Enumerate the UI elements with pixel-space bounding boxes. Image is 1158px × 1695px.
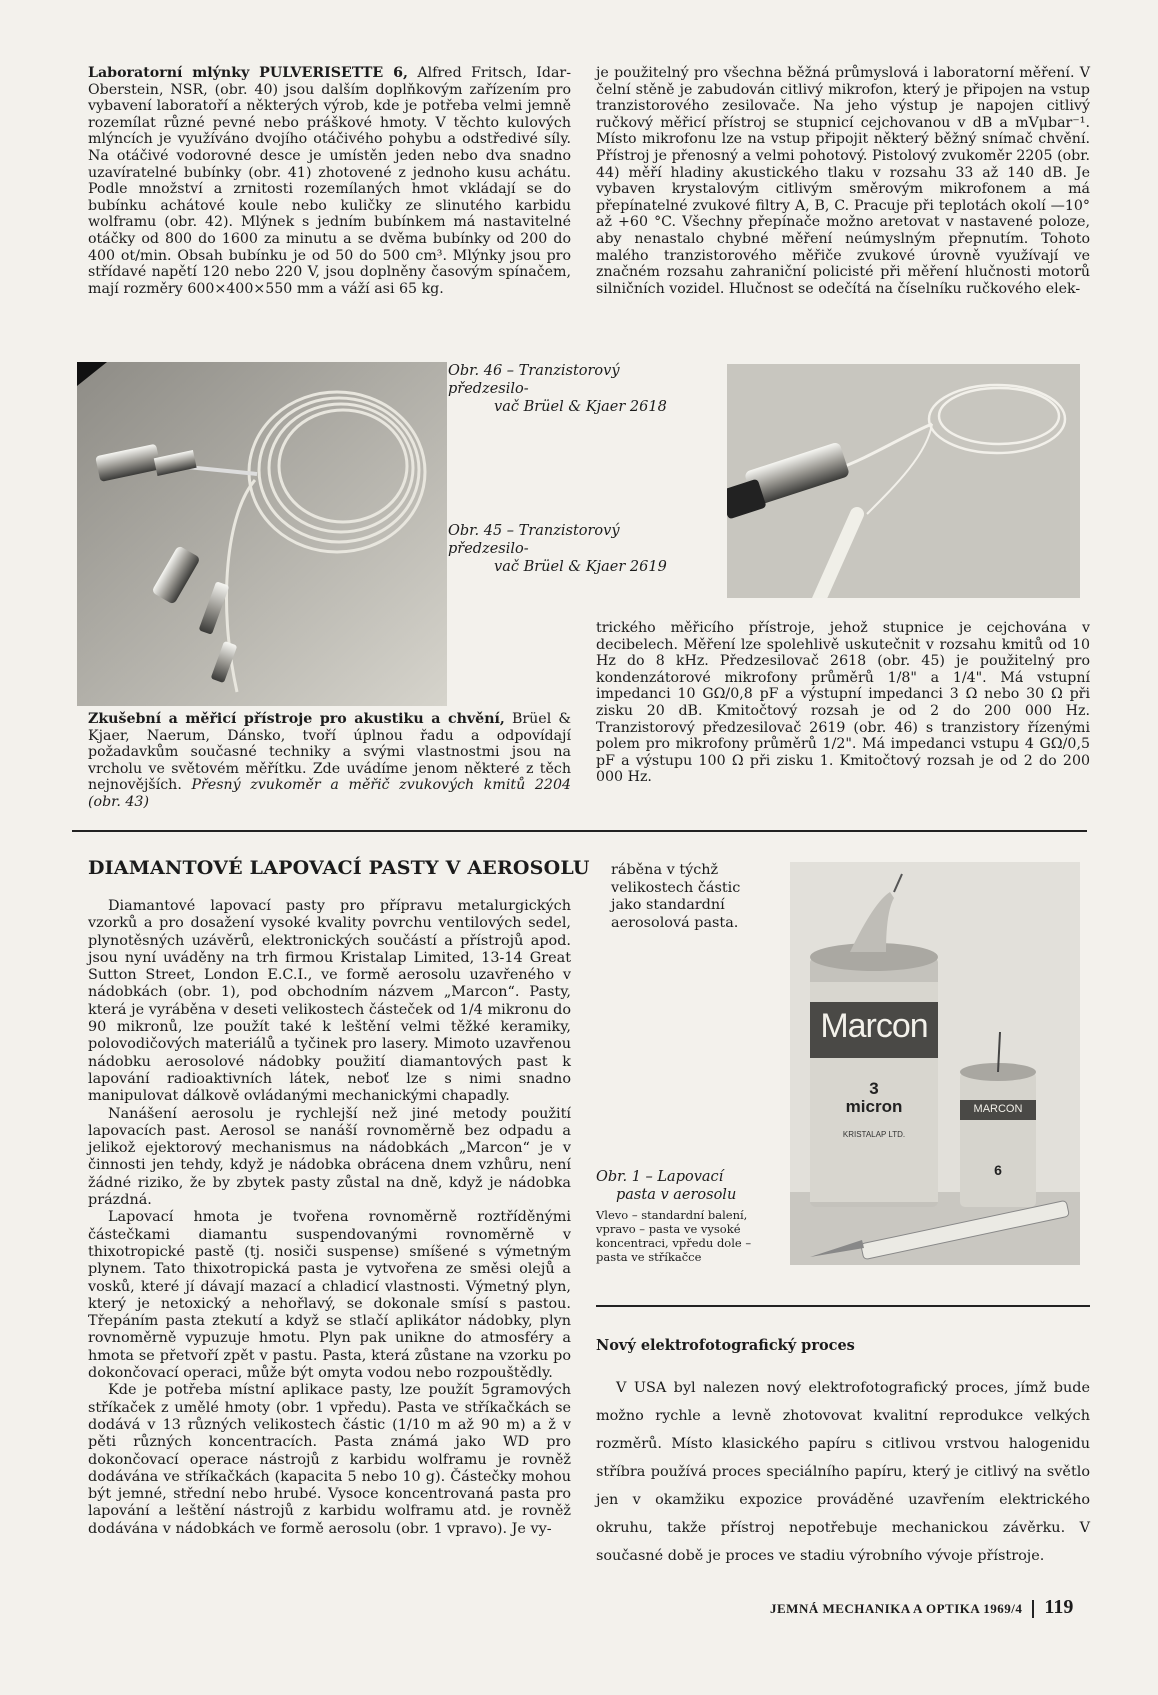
photo-preamplifier-2619 [77,362,447,706]
article-paragraph-2: Nanášení aerosolu je rychlejší než jiné metody použití lapovacích past. Aerosol se nanáší rovnoměrně bez odpadu a jelikož ejektorový mechanismus na nádobkách „Marcon“ je v činnosti jen tehdy, když je nádobka obrácena dnem vzhůru, není žádné riziko, že by zbytek pasty zůstal na dně, když je nádobka prázdná. [88,1105,571,1209]
photo-marcon-aerosol [790,862,1080,1265]
caption-fig1-detail: Vlevo – standardní balení, vpravo – pasta ve vysoké koncentraci, vpředu dole – pasta ve stříkačce [596,1208,752,1264]
section-divider [72,830,1087,832]
text-column-top-right [596,65,1090,297]
lead-bold-pulverisette: Laboratorní mlýnky PULVERISETTE 6, [88,65,408,81]
marcon-big-maker: KRISTALAP LTD. [842,1130,906,1139]
paragraph-bruel-kjaer: Brüel & Kjaer, Naerum, Dánsko, tvoří úplnou řadu a odpovídají požadavkům současné techniky a svými vlastnostmi jsou na vrcholu ve světovém měřítku. Zde uvádíme jenom některé z těch nejnovějších. [88,711,571,794]
article-paragraph-3: Lapovací hmota je tvořena rovnoměrně roztříděnými částečkami diamantu suspendovanými rovnoměrně v thixotropické pastě (tj. nosiči suspense) smíšené s výmetným plynem. Tato thixotropická pasta je vytvořena ze směsi olejů a vosků, které jí dávají mazací a chladicí vlastnosti. Výmetný plyn, který je netoxický a nehořlavý, se dokonale smísí s pastou. Třepáním pasta ztekutí a když se stlačí aplikátor nádobky, plyn rovnoměrně vypuzuje hmotu. Plyn pak unikne do atmosféry a hmota se přetvoří zpět v pastu. Pasta, která zůstane na vzorku po dokončovací operaci, může být omyta vodou nebo rozpouštědly. [88,1209,571,1382]
lead-bold-bruel-kjaer: Zkušební a měřicí přístroje pro akustiku a chvění, [88,711,505,727]
caption-fig45-line2: vač Brüel & Kjaer 2619 [494,559,667,575]
article-body [88,898,571,1538]
marcon-small-number: 6 [994,1162,1002,1178]
marcon-cans-illustration [790,862,1080,1265]
paragraph-predzesilovac: trického měřicího přístroje, jehož stupnice je cejchována v decibelech. Měření lze spolehlivě uskutečnit v rozsahu kmitů od 10 Hz do 8 kHz. Předzesilovač 2618 (obr. 45) je použitelný pro kondenzátorové mikrofony průměrů 1/8" a 1/4". Má vstupní impedanci 10 GΩ/0,8 pF a výstupní impedanci 3 Ω nebo 30 Ω při zisku 20 dB. Kmitočtový rozsah je od 2 do 200 000 Hz. Tranzistorový předzesilovač 2619 (obr. 46) s tranzistory řízenými polem pro mikrofony průměrů 1/2". Má impedanci vstupu 4 GΩ/0,5 pF a výstupu 100 Ω při zisku 1. Kmitočtový rozsah je od 2 do 200 000 Hz. [596,620,1090,786]
paragraph-zvukomer: je použitelný pro všechna běžná průmyslová i laboratorní měření. V čelní stěně je zabudován citlivý mikrofon, který je připojen na vstup tranzistorového zesilovače. Na jeho výstup je napojen citlivý ručkový měřicí přístroj se stupnicí cejchovanou v dB a mVμbar⁻¹. Místo mikrofonu lze na vstup připojit některý běžný snímač chvění. Přístroj je přenosný a velmi pohotový. Pistolový zvukoměr 2205 (obr. 44) měří hladiny akustického tlaku v rozsahu 33 až 140 dB. Je vybaven krystalovým citlivým směrovým mikrofonem a má přepínatelné zvukové filtry A, B, C. Pracuje při teplotách okolí —10° až +60 °C. Všechny přepínače možno aretovat v nastavené poloze, aby nenastalo chybné měření neúmyslným přepnutím. Tohoto malého tranzistorového měřiče zvukové úrovně využívají ve značném rozsahu zahraniční policisté při měření hlučnosti motorů silničních vozidel. Hlučnost se odečítá na číselníku ručkového elek- [596,65,1090,297]
marcon-small-label: MARCON [973,1103,1023,1115]
news-paragraph: V USA byl nalezen nový elektrofotografický proces, jímž bude možno rychle a levně zhotovovat kvalitní reprodukce velkých rozměrů. Místo klasického papíru s citlivou vrstvou halogenidu stříbra používá proces speciálního papíru, který je citlivý na světlo jen v okamžiku expozice prováděné uzavřením elektrického okruhu, takže přístroj nepotřebuje mechanickou závěrku. V současné době je proces ve stadiu výrobního vývoje přístroje. [596,1380,1090,1564]
article-heading: DIAMANTOVÉ LAPOVACÍ PASTY V AEROSOLU [88,857,590,879]
news-heading: Nový elektrofotografický proces [596,1337,855,1354]
footer-separator [1032,1600,1034,1618]
caption-fig1-line2: pasta v aerosolu [616,1187,737,1203]
news-divider [596,1305,1090,1307]
caption-fig45 [448,522,698,576]
text-column-mid-left [88,711,571,811]
news-body [596,1374,1090,1570]
caption-fig46-line1: Obr. 46 – Tranzistorový předzesilo- [448,363,620,397]
paragraph-bruel-kjaer-tail: Přesný zvukoměr a měřič zvukových kmitů 2204 (obr. 43) [88,777,571,810]
article-continuation-text: ráběna v týchž velikostech částic jako standardní aerosolová pasta. [611,862,741,931]
caption-fig46-line2: vač Brüel & Kjaer 2618 [494,399,667,415]
text-column-mid-right [596,620,1090,786]
caption-fig46 [448,362,698,416]
text-column-top-left [88,65,571,297]
page-number: 119 [1044,1596,1074,1618]
article-paragraph-1: Diamantové lapovací pasty pro přípravu metalurgických vzorků a pro dosažení vysoké kvality povrchu ventilových sedel, plynotěsných uzávěrů, elektronických součástí a přístrojů apod. jsou nyní uváděny na trh firmou Kristalap Limited, 13-14 Great Sutton Street, London E.C.I., ve formě aerosolu uzavřeného v nádobkách (obr. 1), pod obchodním názvem „Marcon“. Pasty, která je vyráběna v deseti velikostech částeček od 1/4 mikronu do 90 mikronů, lze použít také k leštění velmi těžké keramiky, polovodičových materiálů a tyčinek pro lasery. Mimoto uzavřenou nádobku aerosolové nádobky použití diamantových past k lapování radioaktivních látek, neboť lze s nimi snadno manipulovat dálkově ovládanými mechanickými chapadly. [88,898,571,1105]
marcon-big-label: Marcon [820,1007,928,1045]
preamp-2618-illustration [727,364,1080,598]
marcon-big-grade: 3 micron [845,1079,903,1116]
preamp-coil-illustration [77,362,447,706]
article-paragraph-4: Kde je potřeba místní aplikace pasty, lze použít 5gramových stříkaček z umělé hmoty (obr. 1 vpředu). Pasta ve stříkačkách se dodává v 13 různých velikostech částic (1/10 m až 90 m) a ž v pěti různých koncentracích. Pasta známá jako WD pro dokončovací operace nástrojů z karbidu wolframu je rovněž dodávána ve stříkačkách (kapacita 5 nebo 10 g). Částečky mohou být jemné, střední nebo hrubé. Vysoce koncentrovaná pasta pro lapování a leštění nástrojů z karbidu wolframu atd. je rovněž dodávána v nádobkách ve formě aerosolu (obr. 1 vpravo). Je vy- [88,1382,571,1537]
caption-fig1-line1: Obr. 1 – Lapovací [596,1169,724,1185]
paragraph-pulverisette: Alfred Fritsch, Idar-Oberstein, NSR, (obr. 40) jsou dalším doplňkovým zařízením pro vybavení laboratoří a některých výrob, kde je potřeba velmi jemně rozemílat různé pevné nebo práškové hmoty. V těchto kulových mlýncích je využíváno dvojího otáčivého pohybu a odstředivé síly. Na otáčivé vodorovné desce je umístěn jeden nebo dva snadno uzavíratelné bubínky (obr. 41) zhotovené z jednoho kusu achátu. Podle množství a zrnitosti rozemílaných hmot vkládají se do bubínku achátové koule nebo kuličky ze slinutého karbidu wolframu (obr. 42). Mlýnek s jedním bubínkem má nastavitelné otáčky od 800 do 1600 za minutu a se dvěma bubínky od 200 do 400 ot/min. Obsah bubínku je od 50 do 500 cm³. Mlýnky jsou pro střídavé napětí 120 nebo 220 V, jsou doplněny časovým spínačem, mají rozměry 600×400×550 mm a váží asi 65 kg. [88,65,571,297]
page-footer [770,1596,1090,1619]
article-continuation [611,862,771,932]
caption-fig1 [596,1168,781,1264]
caption-fig45-line1: Obr. 45 – Tranzistorový předzesilo- [448,523,620,557]
journal-title: JEMNÁ MECHANIKA A OPTIKA 1969/4 [770,1601,1023,1616]
photo-preamplifier-2618 [727,364,1080,598]
